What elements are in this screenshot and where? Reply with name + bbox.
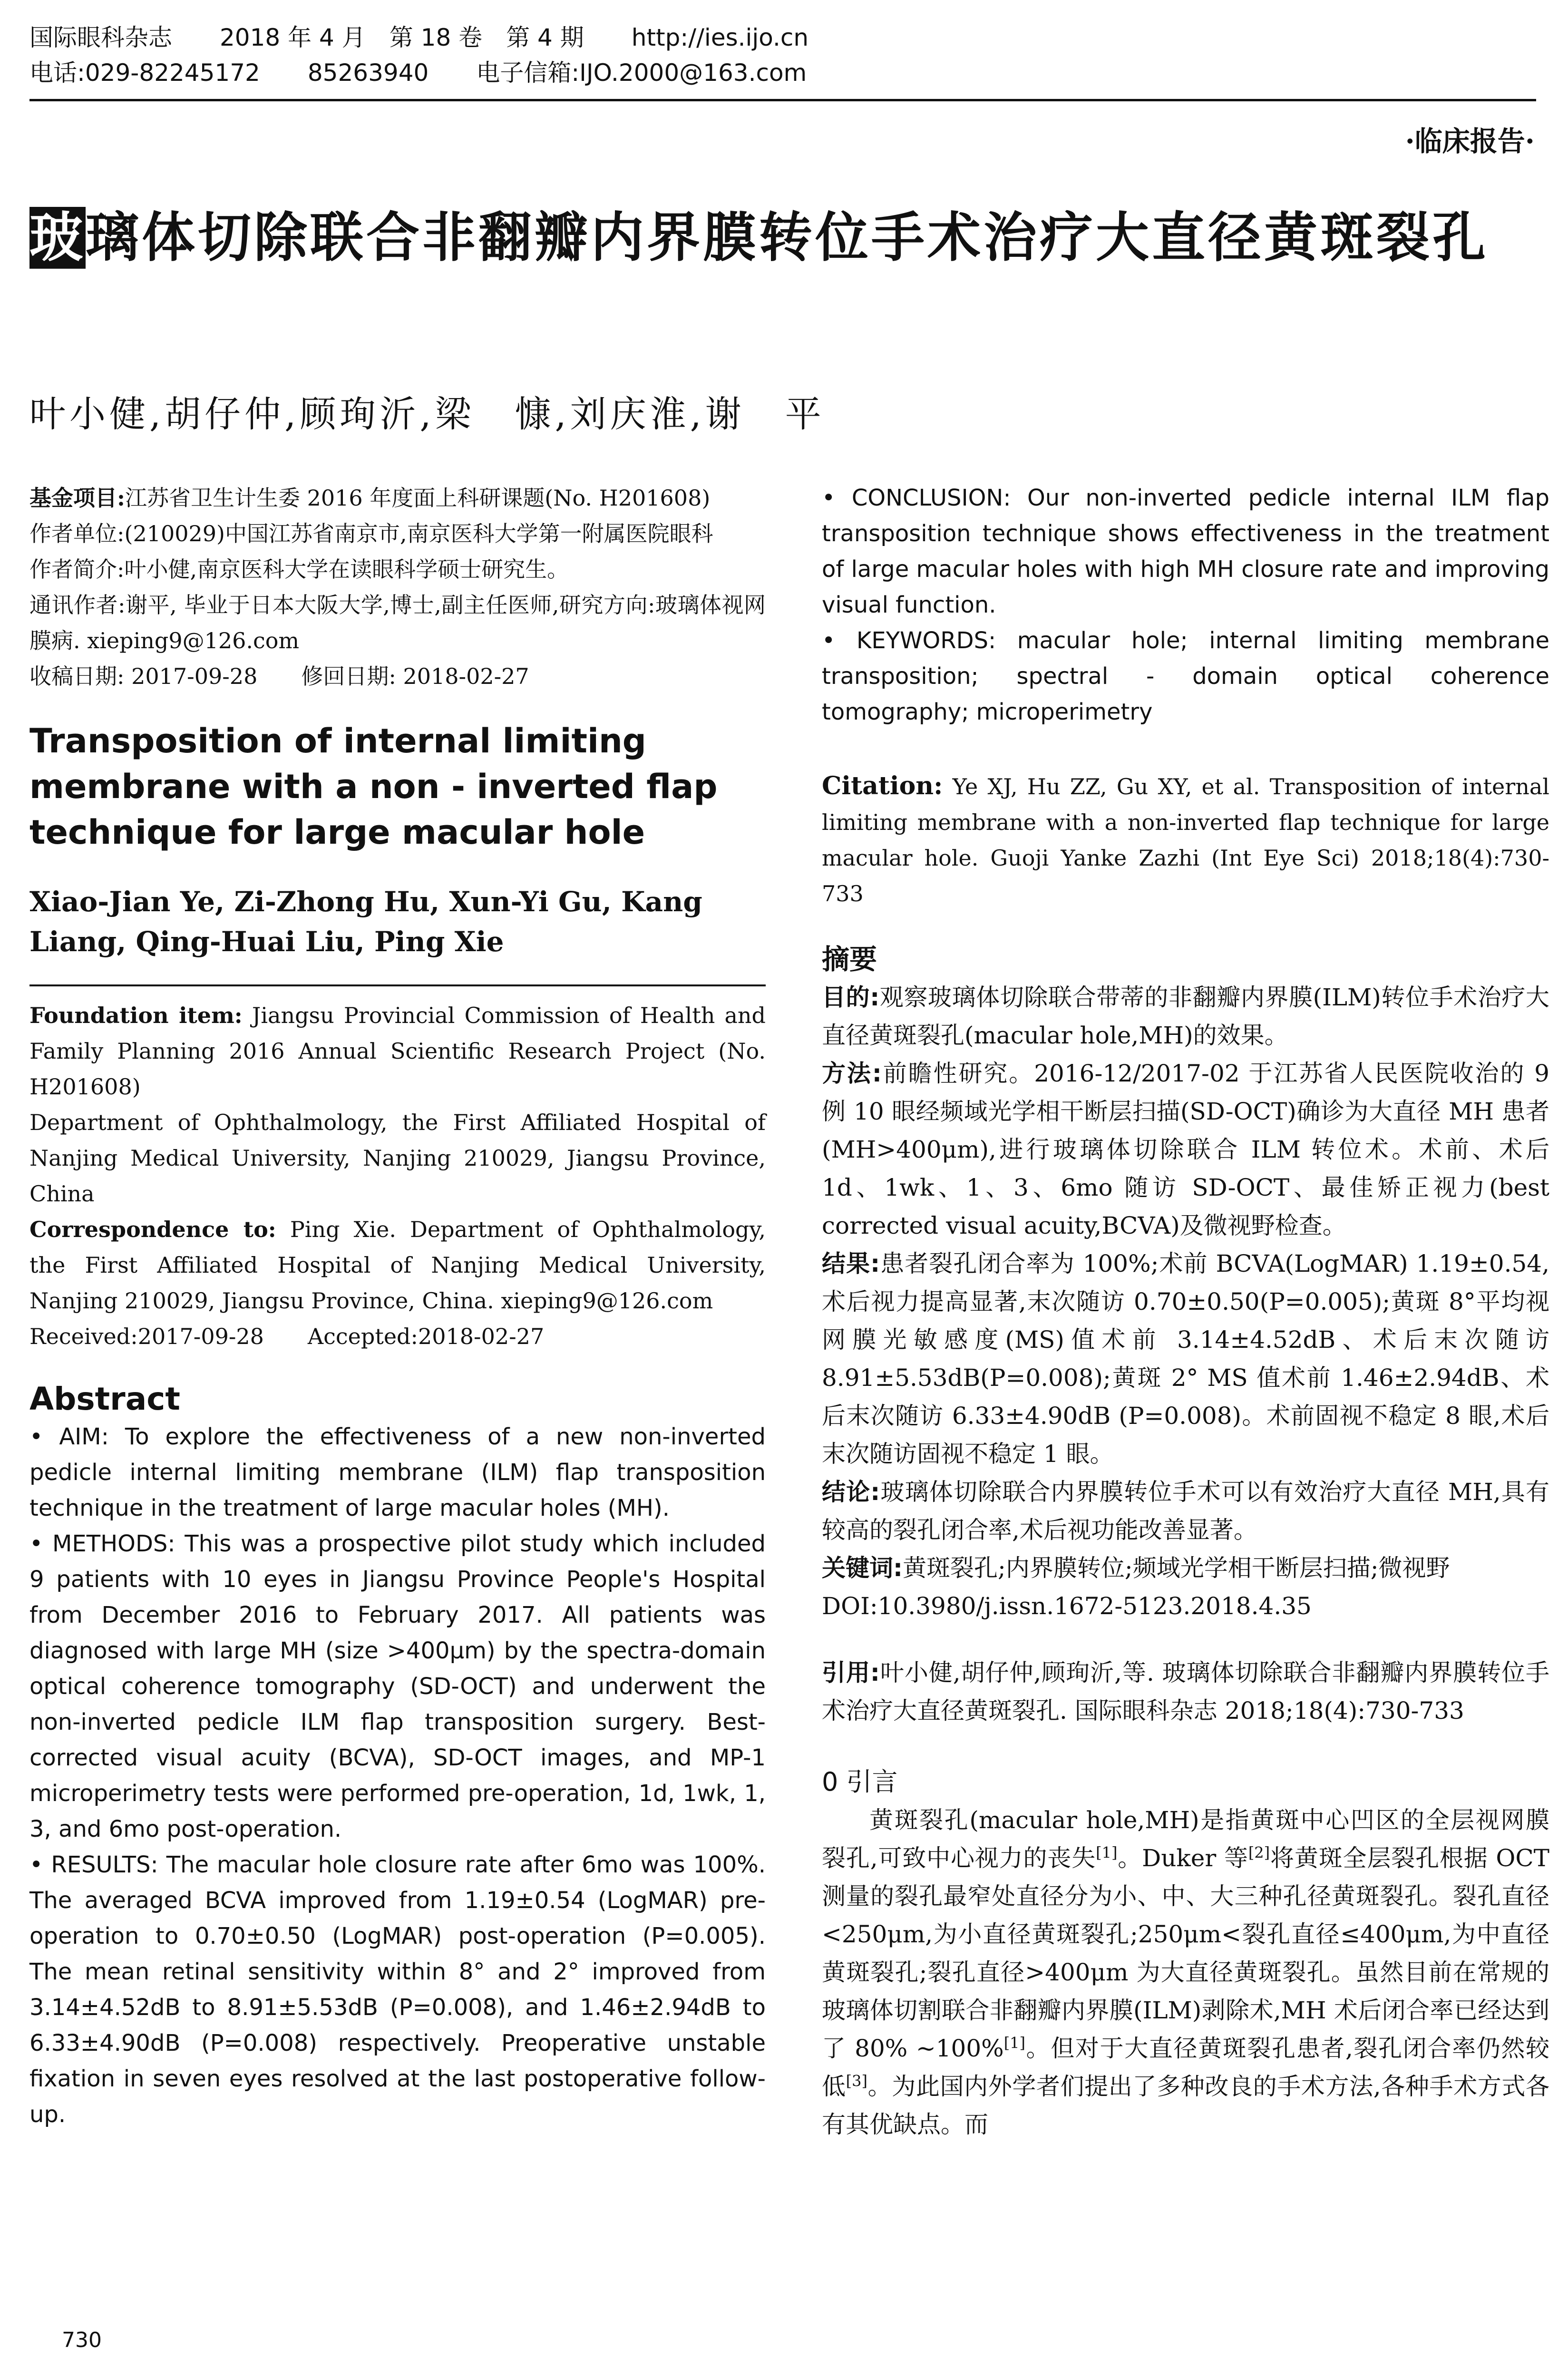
journal-phone2: 85263940 [307,59,429,87]
authors-chinese: 叶小健,胡仔仲,顾珣沂,梁 慷,刘庆淮,谢 平 [29,393,825,435]
cn-results-text: 患者裂孔闭合率为 100%;术前 BCVA(LogMAR) 1.19±0.54,术后视力提高显著,末次随访 0.70±0.50(P=0.005);黄斑 8°平均视网膜光敏感度(MS)值术前 3.14±4.52dB、术后末次随访 8.91±5.53dB(P=0.008);黄斑 2° MS 值术前 1.46±2.94dB、术后末次随访 6.33±4.90dB (P=0.008)。术前固视不稳定 8 眼,术后末次随访固视不稳定 1 眼。 [822,1250,1549,1468]
aim-label: • AIM: [29,1423,109,1450]
en-corr-label: Correspondence to: [29,1217,276,1242]
cn-unit: 作者单位:(210029)中国江苏省南京市,南京医科大学第一附属医院眼科 [29,521,713,546]
intro-text-a: 黄斑裂孔(macular hole,MH)是指黄斑中心凹区的全层视网膜裂孔,可致中心视力的丧失 [822,1806,1549,1872]
intro-text-b: 。Duker 等 [1117,1844,1248,1872]
cn-methods [822,1054,1549,1245]
abstract-results [29,1847,766,2133]
citation-label: Citation: [822,771,943,800]
conclusion-label: • CONCLUSION: [822,485,1011,511]
cn-foundation-text: 江苏省卫生计生委 2016 年度面上科研课题(No. H201608) [125,485,711,511]
cn-conclusion-label: 结论: [822,1478,880,1506]
ref-3: [1] [1003,2034,1026,2052]
methods-label: • METHODS: [29,1530,175,1557]
cn-abstract-heading: 摘要 [822,943,877,975]
en-foundation-text: Jiangsu Provincial Commission of Health and Family Planning 2016 Annual Scientific Research Project (No. H201608) [29,1003,766,1100]
intro-text-e: 。为此国内外学者们提出了多种改良的手术方法,各种手术方式各有其优缺点。而 [822,2073,1550,2138]
keywords-text: macular hole; internal limiting membrane transposition; spectral - domain optical coherence tomography; microperimetry [822,627,1550,725]
cn-methods-label: 方法: [822,1060,882,1087]
cn-bio: 作者简介:叶小健,南京医科大学在读眼科学硕士研究生。 [29,556,569,582]
english-authors: Xiao-Jian Ye, Zi-Zhong Hu, Xun-Yi Gu, Kang Liang, Qing-Huai Liu, Ping Xie [29,886,702,958]
abstract-keywords [822,623,1549,730]
journal-url: http://ies.ijo.cn [631,24,809,51]
results-text: The macular hole closure rate after 6mo was 100%. The averaged BCVA improved from 1.19±0.54 (LogMAR) pre-operation to 0.70±0.50 (LogMAR) post-operation (P=0.005). The mean retinal sensitivity within 8° and 2° improved from 3.14±4.52dB to 8.91±5.53dB (P=0.008), and 1.46±2.94dB to 6.33±4.90dB (P=0.008) respectively. Preoperative unstable fixation in seven eyes resolved at the last postoperative follow-up. [29,1851,766,2128]
cn-keywords-text: 黄斑裂孔;内界膜转位;频域光学相干断层扫描;微视野 [903,1554,1450,1582]
journal-email: 电子信箱:IJO.2000@163.com [476,59,807,87]
title-first-char: 玻 [29,207,86,269]
en-correspondence [29,1212,766,1319]
intro-text-c: 将黄斑全层裂孔根据 OCT 测量的裂孔最窄处直径分为小、中、大三种孔径黄斑裂孔。裂孔直径<250μm,为小直径黄斑裂孔;250μm<裂孔直径≤400μm,为中直径黄斑裂孔;裂孔直径>400μm 为大直径黄斑裂孔。虽然目前在常规的玻璃体切割联合非翻瓣内界膜(ILM)剥除术,MH 术后闭合率已经达到了 80% ~100% [822,1844,1549,2062]
abstract-aim [29,1419,766,1526]
intro-text-d: 。但对于大直径黄斑裂孔患者,裂孔闭合率仍然较低 [822,2035,1549,2100]
journal-issue: 2018 年 4 月 第 18 卷 第 4 期 [220,24,584,51]
ref-2: [2] [1248,1843,1270,1862]
cn-methods-text: 前瞻性研究。2016-12/2017-02 于江苏省人民医院收治的 9 例 10 眼经频域光学相干断层扫描(SD-OCT)确诊为大直径 MH 患者(MH>400μm),进行玻璃体切除联合 ILM 转位术。术前、术后 1d、1wk、1、3、6mo 随访 SD-OCT、最佳矫正视力(best corrected visual acuity,BCVA)及微视野检查。 [822,1060,1549,1239]
cn-conclusion-text: 玻璃体切除联合内界膜转位手术可以有效治疗大直径 MH,具有较高的裂孔闭合率,术后视功能改善显著。 [822,1478,1550,1544]
page-number: 730 [62,2328,102,2352]
cn-foundation [29,480,766,516]
journal-header [29,20,1536,90]
en-foundation-label: Foundation item: [29,1003,243,1028]
en-corr-text: Ping Xie. Department of Ophthalmology, the First Affiliated Hospital of Nanjing Medical University, Nanjing 210029, Jiangsu Province, China. xieping9@126.com [29,1217,766,1314]
cn-citation [822,1654,1549,1730]
cn-results [822,1245,1549,1473]
right-column [822,480,1549,2143]
english-title: Transposition of internal limiting membrane with a non - inverted flap technique for large macular hole [29,721,718,852]
cn-citation-text: 叶小健,胡仔仲,顾珣沂,等. 玻璃体切除联合非翻瓣内界膜转位手术治疗大直径黄斑裂孔. 国际眼科杂志 2018;18(4):730-733 [822,1659,1549,1724]
cn-citation-label: 引用: [822,1659,880,1686]
journal-phone: 电话:029-82245172 [29,59,260,87]
methods-text: This was a prospective pilot study which included 9 patients with 10 eyes in Jiangsu Province People's Hospital from December 2016 to February 2017. All patients was diagnosed with large MH (size >400μm) by the spectra-domain optical coherence tomography (SD-OCT) and underwent the non-inverted pedicle ILM flap transposition surgery. Best-corrected visual acuity (BCVA), SD-OCT images, and MP-1 microperimetry tests were performed pre-operation, 1d, 1wk, 1, 3, and 6mo post-operation. [29,1530,766,1842]
abstract-methods [29,1526,766,1847]
column-tag: ·临床报告· [1405,125,1535,157]
abstract-heading: Abstract [29,1381,180,1417]
citation-text: Ye XJ, Hu ZZ, Gu XY, et al. Transposition of internal limiting membrane with a non-inverted flap technique for large macular hole. Guoji Yanke Zazhi (Int Eye Sci) 2018;18(4):730-733 [822,774,1549,906]
abstract-conclusion [822,480,1549,623]
ref-1: [1] [1096,1843,1118,1862]
intro-heading: 0 引言 [822,1767,898,1797]
aim-text: To explore the effectiveness of a new non-inverted pedicle internal limiting membrane (ILM) flap transposition technique in the treatment of large macular holes (MH). [29,1423,766,1521]
divider [29,984,766,986]
intro-paragraph [822,1801,1549,2143]
results-label: • RESULTS: [29,1851,158,1878]
header-rule [29,99,1536,101]
conclusion-text: Our non-inverted pedicle internal ILM flap transposition technique shows effectiveness in the treatment of large macular holes with high MH closure rate and improving visual function. [822,485,1549,618]
en-department: Department of Ophthalmology, the First Affiliated Hospital of Nanjing Medical University, Nanjing 210029, Jiangsu Province, China [29,1110,766,1207]
cn-aim [822,978,1549,1054]
title-rest: 璃体切除联合非翻瓣内界膜转位手术治疗大直径黄斑裂孔 [86,207,1489,269]
en-foundation [29,998,766,1105]
journal-name: 国际眼科杂志 [29,24,172,51]
cn-aim-label: 目的: [822,984,880,1011]
cn-keywords [822,1549,1549,1587]
citation [822,768,1549,912]
keywords-label: • KEYWORDS: [822,627,996,654]
cn-dates: 收稿日期: 2017-09-28 修回日期: 2018-02-27 [29,663,529,689]
cn-conclusion [822,1473,1549,1549]
ref-4: [3] [846,2072,867,2090]
cn-results-label: 结果: [822,1250,880,1277]
cn-foundation-label: 基金项目: [29,485,125,511]
cn-correspondence: 通讯作者:谢平, 毕业于日本大阪大学,博士,副主任医师,研究方向:玻璃体视网膜病. xieping9@126.com [29,592,766,653]
article-title [29,202,1542,273]
cn-aim-text: 观察玻璃体切除联合带蒂的非翻瓣内界膜(ILM)转位手术治疗大直径黄斑裂孔(macular hole,MH)的效果。 [822,984,1549,1049]
cn-keywords-label: 关键词: [822,1554,903,1582]
en-dates: Received:2017-09-28 Accepted:2018-02-27 [29,1324,545,1349]
doi: DOI:10.3980/j.issn.1672-5123.2018.4.35 [822,1592,1312,1620]
left-column [29,480,766,2133]
